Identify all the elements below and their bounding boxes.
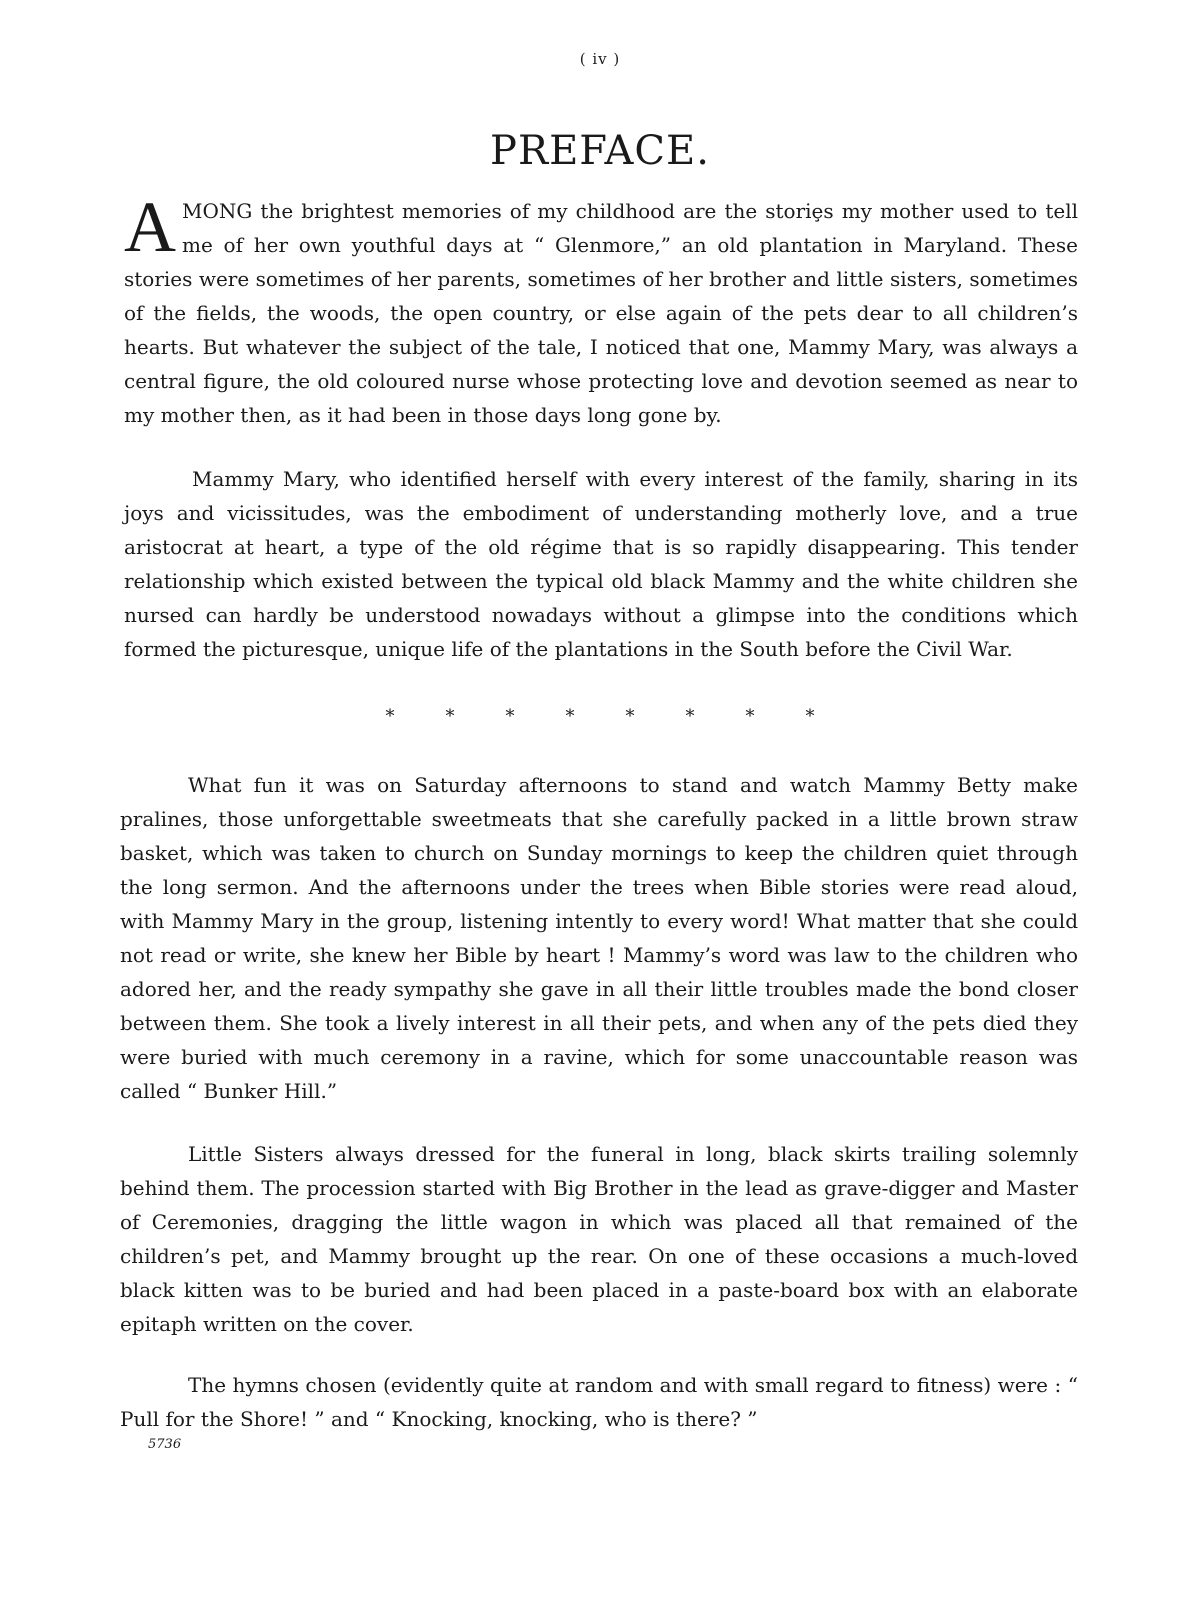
paragraph-4: Little Sisters always dressed for the funeral in long, black skirts trailing solemnly behind them. The procession started with Big Brother in the lead as grave-digger and Master of Ceremonies, dragging the little wagon in which was placed all that remained of the children’s pet, and Mammy brought up the rear. On one of these occasions a much-loved black kitten was to be buried and had been placed in a paste-board box with an elaborate epitaph written on the cover. <box>120 1142 1078 1336</box>
separator-star: * <box>445 706 455 727</box>
paragraph-1-text: MONG the brightest memories of my childhood are the storiȩs my mother used to tell me of her own youthful days at “ Glenmore,” an old plantation in Maryland. These stories were sometimes of her parents, sometimes of her brother and little sisters, sometimes of the fields, the woods, the open country, or else again of the pets dear to all children’s hearts. But whatever the subject of the tale, I noticed that one, Mammy Mary, was always a central figure, the old coloured nurse whose protecting love and devotion seemed as near to my mother then, as it had been in those days long gone by. <box>124 199 1078 427</box>
section-separator <box>380 706 820 727</box>
drop-cap: A <box>124 187 176 267</box>
separator-star: * <box>385 706 395 727</box>
separator-star: * <box>685 706 695 727</box>
printer-signature-mark: 5736 <box>148 1437 182 1452</box>
separator-star: * <box>505 706 515 727</box>
paragraph-3: What fun it was on Saturday afternoons to stand and watch Mammy Betty make pralines, those unforgettable sweetmeats that she carefully packed in a little brown straw basket, which was taken to church on Sunday mornings to keep the children quiet through the long sermon. And the afternoons under the trees when Bible stories were read aloud, with Mammy Mary in the group, listening intently to every word! What matter that she could not read or write, she knew her Bible by heart ! Mammy’s word was law to the children who adored her, and the ready sympathy she gave in all their little troubles made the bond closer between them. She took a lively interest in all their pets, and when any of the pets died they were buried with much ceremony in a ravine, which for some unaccountable reason was called “ Bunker Hill.” <box>120 773 1078 1103</box>
separator-star: * <box>565 706 575 727</box>
paragraph-1 <box>124 187 1078 432</box>
separator-star: * <box>625 706 635 727</box>
paragraph-2: Mammy Mary, who identified herself with every interest of the family, sharing in its joys and vicissitudes, was the embodiment of understanding motherly love, and a true aristocrat at heart, a type of the old régime that is so rapidly disappearing. This tender relationship which existed between the typical old black Mammy and the white children she nursed can hardly be understood nowadays without a glimpse into the conditions which formed the picturesque, unique life of the plantations in the South before the Civil War. <box>124 467 1078 661</box>
separator-star: * <box>745 706 755 727</box>
page-title: PREFACE. <box>490 128 710 174</box>
separator-star: * <box>805 706 815 727</box>
page-number: ( iv ) <box>579 50 621 68</box>
paragraph-5: The hymns chosen (evidently quite at random and with small regard to fitness) were : “ Pull for the Shore! ” and “ Knocking, knocking, who is there? ” <box>120 1373 1078 1431</box>
